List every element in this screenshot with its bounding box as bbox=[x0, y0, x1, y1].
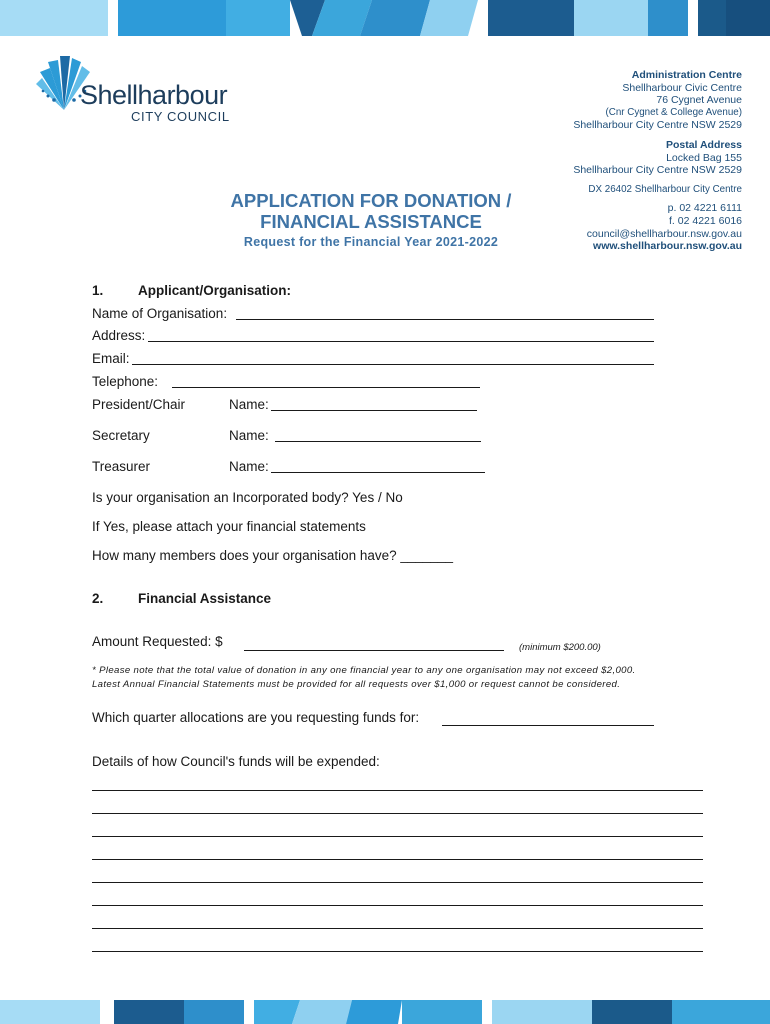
members-question: How many members does your organisation have? _______ bbox=[92, 548, 453, 563]
council-logo-name: Shellharbour bbox=[80, 80, 228, 110]
details-line[interactable] bbox=[92, 859, 703, 860]
quarter-question: Which quarter allocations are you requesting funds for: bbox=[92, 710, 420, 725]
postal-line: Locked Bag 155 bbox=[666, 151, 742, 164]
bottom-color-band bbox=[0, 1000, 770, 1024]
financial-statements-note: If Yes, please attach your financial statements bbox=[92, 519, 366, 534]
admin-line: (Cnr Cygnet & College Avenue) bbox=[605, 106, 742, 118]
organisation-label: Name of Organisation: bbox=[92, 306, 228, 321]
section1-number: 1. bbox=[92, 283, 104, 298]
details-line[interactable] bbox=[92, 905, 703, 906]
president-name-label: Name: bbox=[229, 397, 269, 412]
president-label: President/Chair bbox=[92, 397, 186, 412]
details-label: Details of how Council's funds will be expended: bbox=[92, 754, 380, 769]
contact-email: council@shellharbour.nsw.gov.au bbox=[586, 227, 742, 240]
details-line[interactable] bbox=[92, 928, 703, 929]
details-line[interactable] bbox=[92, 836, 703, 837]
council-logo-subtitle: CITY COUNCIL bbox=[131, 109, 230, 124]
contact-block bbox=[573, 69, 742, 253]
amount-label: Amount Requested: $ bbox=[92, 634, 223, 649]
top-color-band bbox=[0, 0, 770, 36]
website: www.shellharbour.nsw.gov.au bbox=[593, 240, 742, 253]
treasurer-label: Treasurer bbox=[92, 459, 151, 474]
admin-heading: Administration Centre bbox=[631, 69, 742, 81]
treasurer-name-label: Name: bbox=[229, 459, 269, 474]
section1-heading: Applicant/Organisation: bbox=[138, 283, 292, 298]
admin-line: Shellharbour Civic Centre bbox=[622, 81, 742, 94]
amount-field[interactable] bbox=[244, 650, 504, 651]
organisation-field[interactable] bbox=[236, 319, 654, 320]
details-line[interactable] bbox=[92, 882, 703, 883]
admin-line: Shellharbour City Centre NSW 2529 bbox=[573, 119, 742, 132]
financial-statements-requirement: Latest Annual Financial Statements must be provided for all requests over $1,000 or request cannot be considered. bbox=[92, 679, 621, 690]
telephone-label: Telephone: bbox=[92, 374, 159, 389]
secretary-label: Secretary bbox=[92, 428, 150, 443]
email-field[interactable] bbox=[132, 364, 654, 365]
details-line[interactable] bbox=[92, 951, 703, 952]
section2-heading: Financial Assistance bbox=[138, 591, 272, 606]
donation-limit-note: * Please note that the total value of donation in any one financial year to any one organisation may not exceed $2,000. bbox=[92, 665, 636, 676]
quarter-field[interactable] bbox=[442, 725, 654, 726]
secretary-name-field[interactable] bbox=[275, 441, 481, 442]
dx-number: DX 26402 Shellharbour City Centre bbox=[588, 183, 742, 195]
details-line[interactable] bbox=[92, 790, 703, 791]
president-name-field[interactable] bbox=[271, 410, 477, 411]
postal-line: Shellharbour City Centre NSW 2529 bbox=[573, 164, 742, 177]
form-subtitle: Request for the Financial Year 2021-2022 bbox=[243, 235, 499, 249]
minimum-note: (minimum $200.00) bbox=[519, 642, 601, 653]
details-line[interactable] bbox=[92, 813, 703, 814]
section2-number: 2. bbox=[92, 591, 104, 606]
email-label: Email: bbox=[92, 351, 130, 366]
address-field[interactable] bbox=[148, 341, 654, 342]
treasurer-name-field[interactable] bbox=[271, 472, 485, 473]
phone-number: p. 02 4221 6111 bbox=[667, 202, 742, 215]
secretary-name-label: Name: bbox=[229, 428, 269, 443]
admin-line: 76 Cygnet Avenue bbox=[656, 94, 742, 107]
form-title-line2: FINANCIAL ASSISTANCE bbox=[260, 211, 482, 232]
form-title-line1: APPLICATION FOR DONATION / bbox=[230, 190, 512, 211]
address-label: Address: bbox=[92, 328, 146, 343]
postal-heading: Postal Address bbox=[665, 138, 742, 151]
fax-number: f. 02 4221 6016 bbox=[669, 214, 742, 227]
telephone-field[interactable] bbox=[172, 387, 480, 388]
incorporated-question: Is your organisation an Incorporated body? Yes / No bbox=[92, 490, 403, 505]
